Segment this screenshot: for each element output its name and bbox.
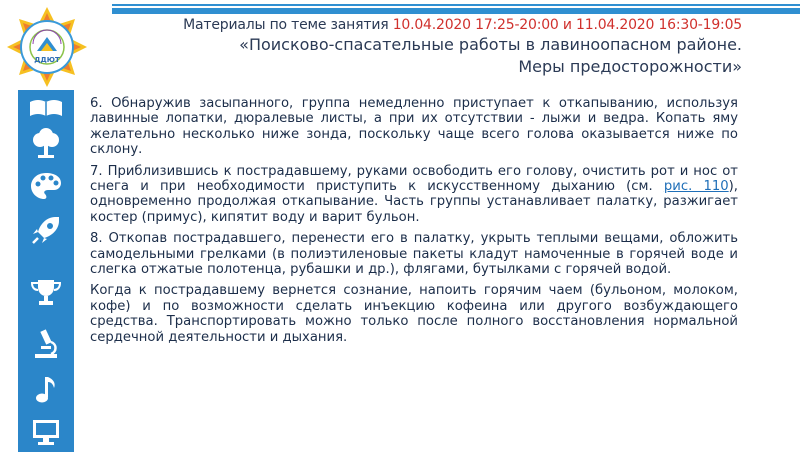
paragraph-8: 8. Откопав пострадавшего, перенести его в палатку, укрыть теплыми вещами, обложить самодельными грелками (в полиэтиленовые пакеты кладут намоченные в горячей воде и слегка отжатые полотенца, рубашки и др.), флягами, бутылками с горячей водой. xyxy=(90,231,738,278)
logo-text: ДДЮТ xyxy=(34,56,60,64)
trophy-icon xyxy=(24,276,68,308)
microscope-icon xyxy=(24,328,68,360)
tree-icon xyxy=(24,128,68,160)
sidebar xyxy=(18,90,74,452)
title-line-3: Меры предосторожности» xyxy=(518,57,742,76)
computer-icon xyxy=(24,416,68,448)
book-icon xyxy=(24,92,68,124)
figure-110-link[interactable]: рис. 110 xyxy=(663,179,729,195)
header-rule-thick xyxy=(112,8,800,14)
paragraph-7-text-end: ), одновременно продолжая откапывание. Часть группы устанавливает палатку, разжигает костер (примус), кипятит воду и варит бульон. xyxy=(90,179,738,225)
paragraph-7-text-start: 7. Приблизившись к пострадавшему, руками освободить его голову, очистить рот и нос от снега и при необходимости приступить к искусственному дыханию (см. xyxy=(90,163,738,195)
paragraph-9: Когда к пострадавшему вернется сознание, напоить горячим чаем (бульоном, молоком, кофе) и по возможности сделать инъекцию кофеина или другого возбуждающего средства. Транспортировать можно только после полного восстановления нормальной сердечной деятельности и дыхания. xyxy=(90,283,738,345)
rocket-icon xyxy=(24,214,68,246)
paragraph-6: 6. Обнаружив засыпанного, группа немедленно приступает к откапыванию, используя лавинные лопатки, дюралевые листы, а при их отсутствии - лыжи и ведра. Копать яму желательно несколько ниже зонда, поскольку чаще всего голова оказывается ниже по склону. xyxy=(90,96,738,158)
title-line-1 xyxy=(130,16,742,34)
header-rule-thin xyxy=(112,4,800,6)
title-prefix: Материалы по теме занятия xyxy=(183,17,393,33)
page-title xyxy=(130,16,742,78)
content-body xyxy=(90,96,738,351)
title-line-2: «Поисково-спасательные работы в лавиноопасном районе. xyxy=(239,35,742,54)
title-dates: 10.04.2020 17:25-20:00 и 11.04.2020 16:30-19:05 xyxy=(392,17,742,33)
paragraph-7 xyxy=(90,164,738,226)
music-note-icon xyxy=(24,374,68,406)
logo-emblem xyxy=(6,6,88,88)
palette-icon xyxy=(24,170,68,202)
